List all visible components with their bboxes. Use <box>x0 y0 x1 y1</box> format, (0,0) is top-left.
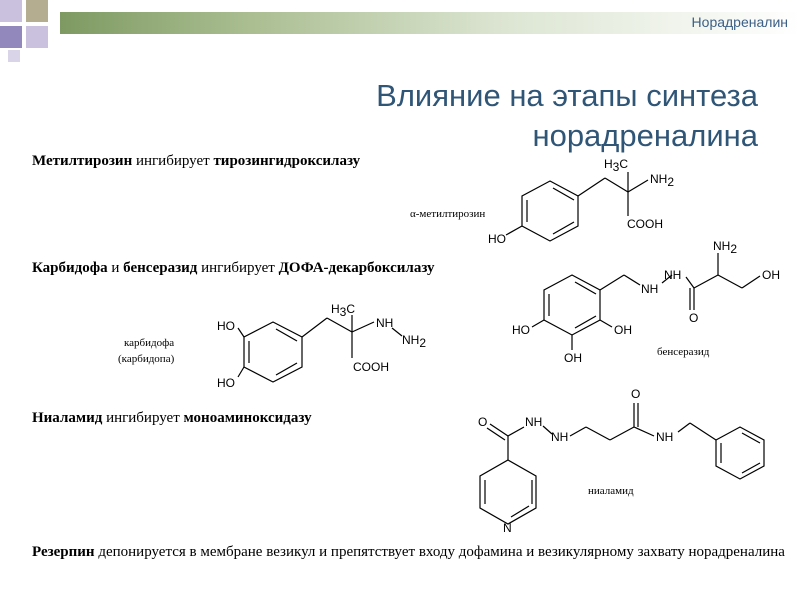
caption-carbidopa: карбидофа <box>124 337 175 349</box>
atom-nh-3: NH <box>656 430 674 444</box>
atom-oh-chain: OH <box>762 268 780 282</box>
atom-o: O <box>689 311 699 325</box>
statement-reserpine: Резерпин депонируется в мембране везикул и препятствует входу дофамина и везикулярному захвату норадреналина <box>32 544 785 560</box>
caption-methyltyrosine: α-метилтирозин <box>410 208 486 220</box>
slide-title-line2: норадреналина <box>532 118 758 153</box>
slide-title-line1: Влияние на этапы синтеза <box>376 78 758 113</box>
atom-ho: HO <box>488 232 506 246</box>
atom-ho-bottom: HO <box>217 376 235 390</box>
atom-nh-1: NH <box>525 415 543 429</box>
statement-carbidopa: Карбидофа и бенсеразид ингибирует ДОФА-декарбоксилазу <box>32 260 435 276</box>
atom-nh2: NH2 <box>650 172 675 189</box>
atom-o-2: O <box>631 387 641 401</box>
atom-nh-2: NH <box>551 430 569 444</box>
atom-cooh: COOH <box>353 360 389 374</box>
atom-nh-1: NH <box>641 282 659 296</box>
statement-methyltyrosine: Метилтирозин ингибирует тирозингидроксилазу <box>32 153 361 169</box>
nialamide-phenyl-ring <box>716 427 764 479</box>
atom-nh2: NH2 <box>402 333 427 350</box>
header-label: Норадреналин <box>691 14 788 30</box>
atom-cooh: COOH <box>627 217 663 231</box>
atom-h3c: H3C <box>331 302 356 319</box>
atom-nh2: NH2 <box>713 239 738 256</box>
atom-h3c: H3C <box>604 157 629 174</box>
atom-n: N <box>503 521 512 535</box>
statement-nialamide: Ниаламид ингибирует моноаминоксидазу <box>32 410 312 426</box>
atom-nh: NH <box>376 316 394 330</box>
atom-ho-top: HO <box>217 319 235 333</box>
atom-oh-bottom: OH <box>564 351 582 365</box>
atom-nh-2: NH <box>664 268 682 282</box>
nialamide-pyridine-ring <box>480 460 536 524</box>
atom-oh-right: OH <box>614 323 632 337</box>
atom-ho: HO <box>512 323 530 337</box>
caption-benserazide: бенсеразид <box>657 346 710 358</box>
caption-carbidopa-alt: (карбидопа) <box>118 353 175 365</box>
atom-o-1: O <box>478 415 488 429</box>
caption-nialamide: ниаламид <box>588 485 634 497</box>
